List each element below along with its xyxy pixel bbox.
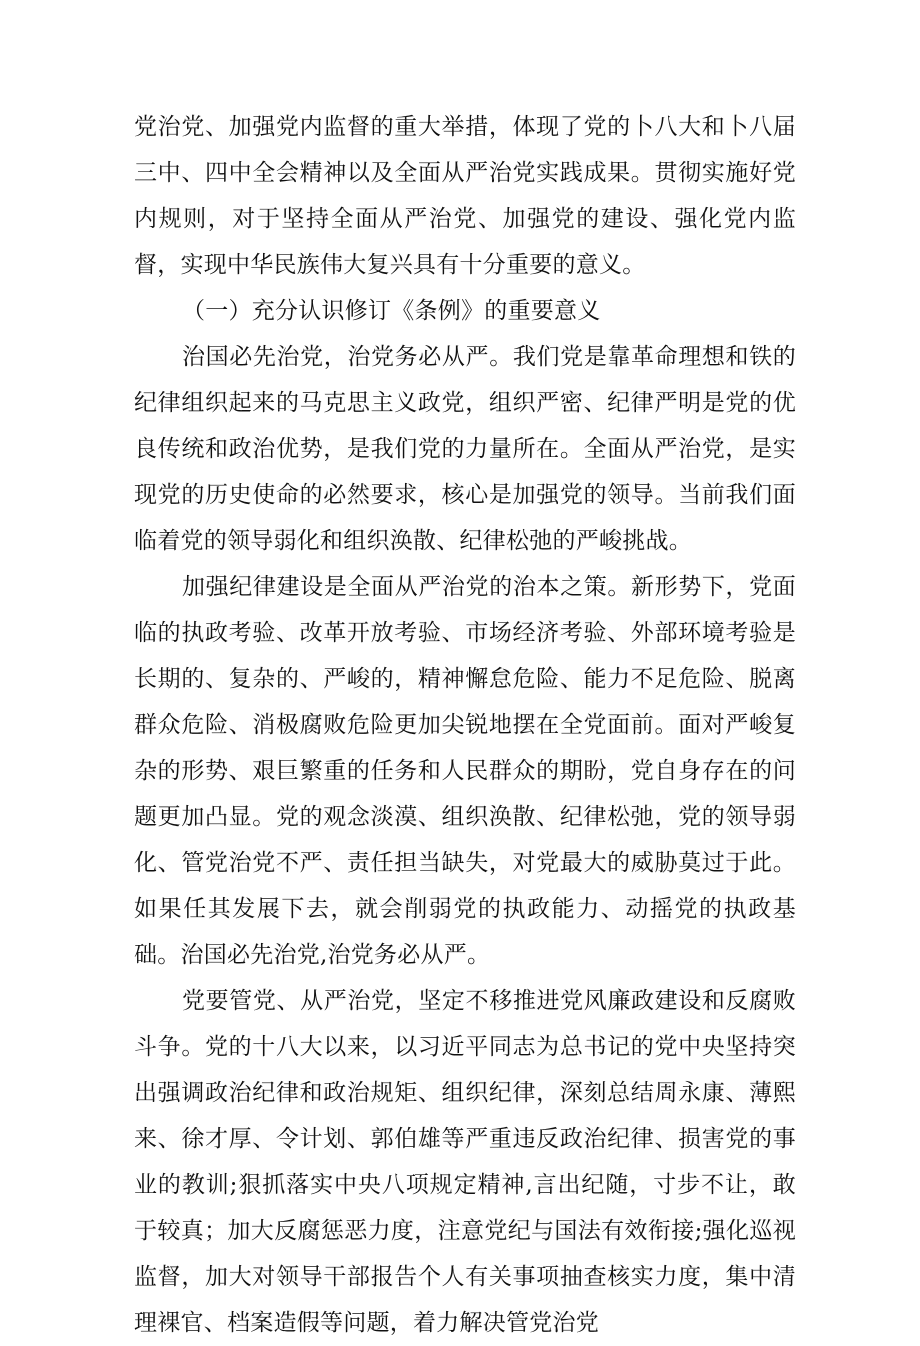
paragraph-continuation: 党治党、加强党内监督的重大举措，体现了党的卜八大和卜八届三中、四中全会精神以及全面从严治党实践成果。贯彻实施好党内规则，对于坚持全面从严治党、加强党的建设、强化党内监督，实现中华民族伟大复兴具有十分重要的意义。 [134, 114, 796, 278]
paragraph: 加强纪律建设是全面从严治党的治本之策。新形势下，党面临的执政考验、改革开放考验、市场经济考验、外部环境考验是长期的、复杂的、严峻的，精神懈怠危险、能力不足危险、脱离群众危险、消极腐败危险更加尖锐地摆在全党面前。面对严峻复杂的形势、艰巨繁重的任务和人民群众的期盼，党自身存在的问题更加凸显。党的观念淡漠、组织涣散、纪律松弛，党的领导弱化、管党治党不严、责任担当缺失，对党最大的威胁莫过于此。如果任其发展下去，就会削弱党的执政能力、动摇党的执政基础。治国必先治党,治党务必从严。 [134, 574, 796, 968]
document-body [134, 104, 796, 1346]
section-heading: （一）充分认识修订《条例》的重要意义 [182, 298, 601, 324]
paragraph: 党要管党、从严治党，坚定不移推进党风廉政建设和反腐败斗争。党的十八大以来，以习近平同志为总书记的党中央坚持突出强调政治纪律和政治规矩、组织纪律，深刻总结周永康、薄熙来、徐才厚、令计划、郭伯雄等严重违反政治纪律、损害党的事业的教训;狠抓落实中央八项规定精神,言出纪随，寸步不让，敢于较真；加大反腐惩恶力度，注意党纪与国法有效衔接;强化巡视监督，加大对领导干部报告个人有关事项抽查核实力度，集中清理裸官、档案造假等问题，着力解决管党治党 [134, 988, 796, 1336]
paragraph: 治国必先治党，治党务必从严。我们党是靠革命理想和铁的纪律组织起来的马克思主义政党，组织严密、纪律严明是党的优良传统和政治优势，是我们党的力量所在。全面从严治党，是实现党的历史使命的必然要求，核心是加强党的领导。当前我们面临着党的领导弱化和组织涣散、纪律松弛的严峻挑战。 [134, 344, 796, 554]
